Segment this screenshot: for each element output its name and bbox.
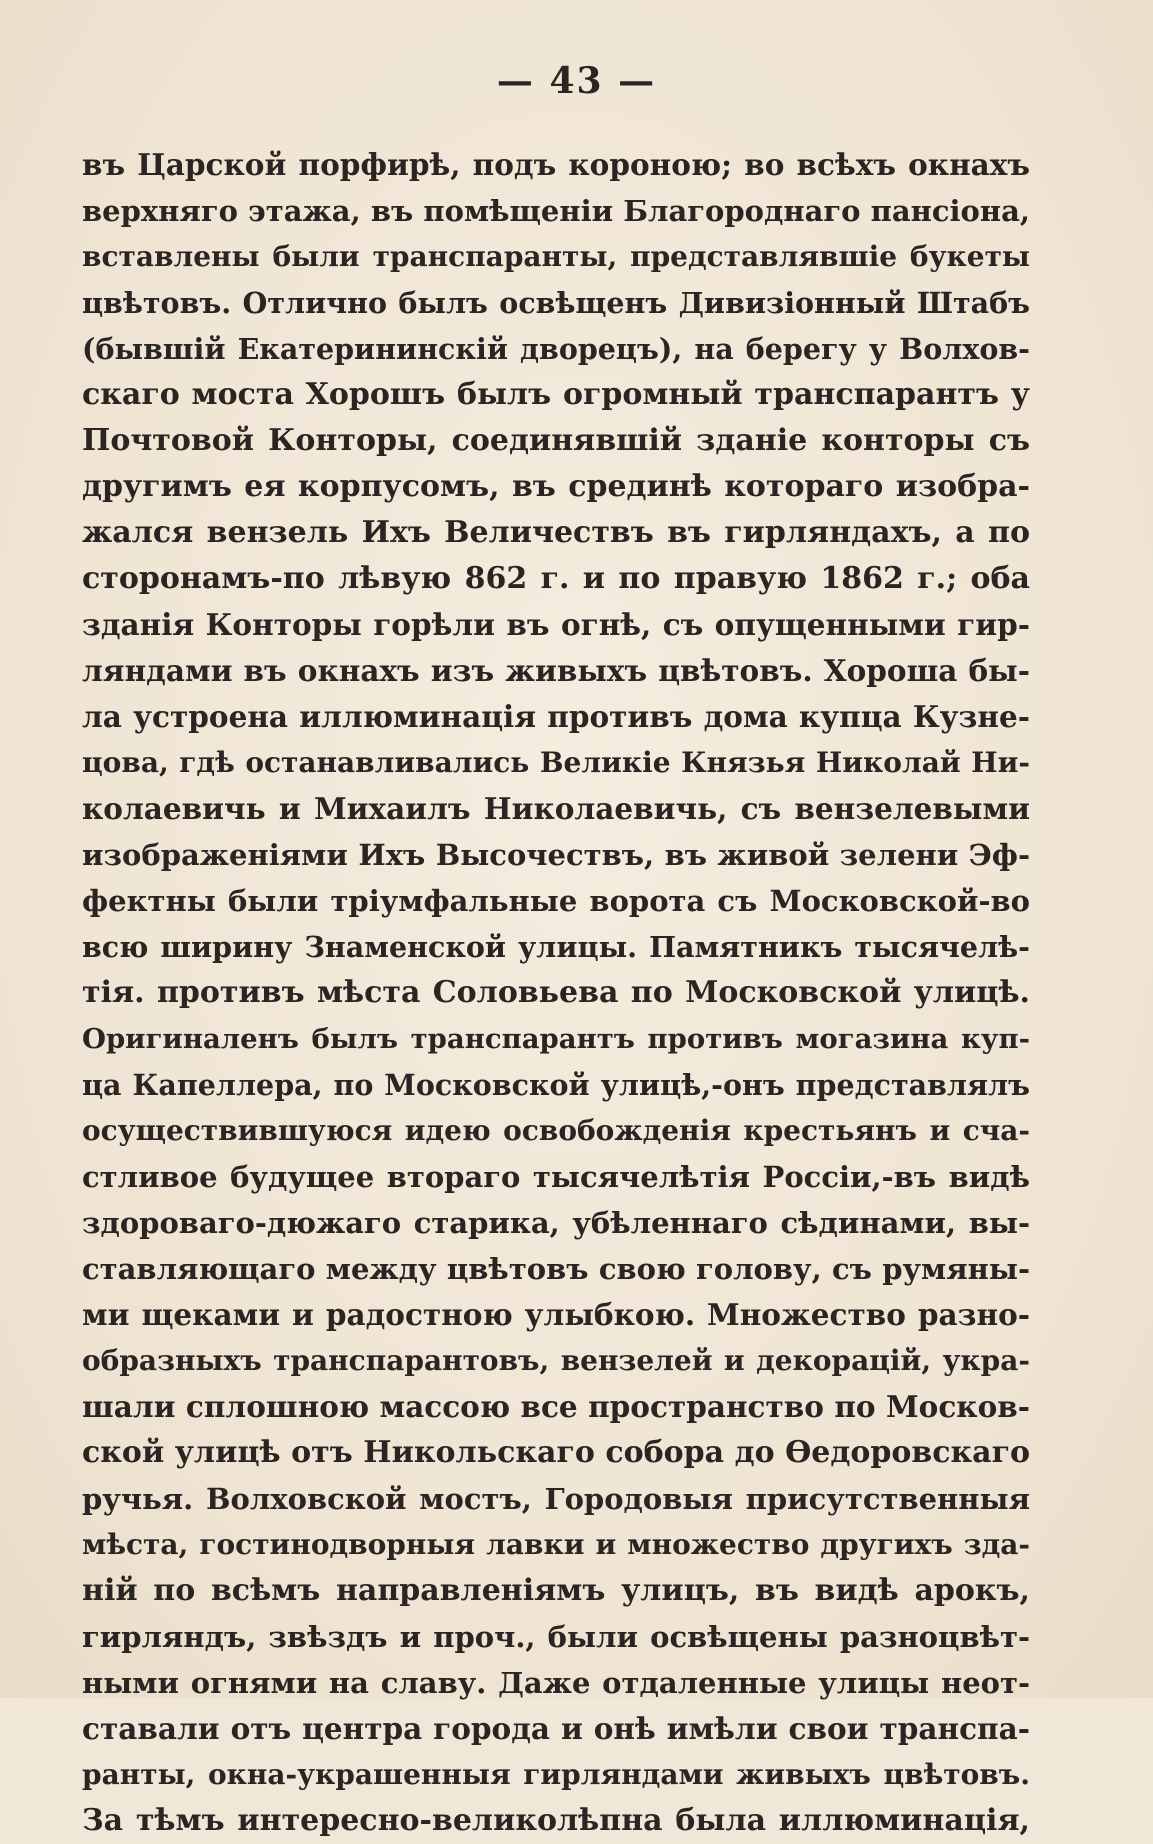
text-line: мѣста, гостинодворныя лавки и множество другихъ зда- (82, 1528, 1030, 1561)
text-line: изображеніями Ихъ Высочествъ, въ живой зелени Эф- (82, 838, 1030, 872)
text-line: ставали отъ центра города и онѣ имѣли свои транспа- (82, 1711, 1030, 1746)
text-line: цвѣтовъ. Отлично былъ освѣщенъ Дивизіонный Штабъ (82, 286, 1030, 320)
text-line: жался вензель Ихъ Величествъ въ гирляндахъ, а по (82, 515, 1030, 550)
text-line: ми щеками и радостною улыбкою. Множество разно- (82, 1297, 1030, 1332)
text-line: ла устроена иллюминація противъ дома купца Кузне- (82, 699, 1030, 734)
text-line: въ Царской порфирѣ, подъ короною; во всѣхъ окнахъ (82, 147, 1030, 182)
page-number: — 43 — (496, 60, 657, 102)
text-line: Почтовой Конторы, соединявшій зданіе конторы съ (82, 423, 1030, 458)
text-line: ными огнями на славу. Даже отдаленные улицы неот- (82, 1666, 1030, 1700)
text-line: ставляющаго между цвѣтовъ свою голову, съ румяны- (82, 1252, 1030, 1286)
text-line: верхняго этажа, въ помѣщеніи Благороднаго пансіона, (82, 194, 1030, 228)
text-line: колаевичь и Михаилъ Николаевичь, съ вензелевыми (82, 791, 1030, 826)
text-line: ній по всѣмъ направленіямъ улицъ, въ видѣ арокъ, (82, 1573, 1030, 1608)
text-line: цова, гдѣ останавливались Великіе Князья Николай Ни- (82, 746, 1030, 779)
text-line: ранты, окна-украшенныя гирляндами живыхъ цвѣтовъ. (82, 1758, 1030, 1791)
text-line: тія. противъ мѣста Соловьева по Московской улицѣ. (82, 975, 1030, 1010)
text-line: ляндами въ окнахъ изъ живыхъ цвѣтовъ. Хороша бы- (82, 653, 1030, 688)
text-line: шали сплошною массою все пространство по Москов- (82, 1389, 1030, 1424)
text-line: вставлены были транспаранты, представлявшіе букеты (82, 240, 1030, 273)
text-line: ручья. Волховской мостъ, Городовыя присутственныя (82, 1482, 1030, 1516)
text-line: скаго моста Хорошъ былъ огромный транспарантъ у (82, 377, 1030, 412)
text-line: фектны были тріумфальные ворота съ Московской-во (82, 884, 1030, 918)
text-line: гирляндъ, звѣздъ и проч., были освѣщены разноцвѣт- (82, 1620, 1030, 1654)
text-line: образныхъ транспарантовъ, вензелей и декорацій, укра- (82, 1344, 1030, 1377)
text-line: Оригиналенъ былъ транспарантъ противъ могазина куп- (82, 1023, 1030, 1055)
text-line: стливое будущее втораго тысячелѣтія Россіи,-въ видѣ (82, 1160, 1030, 1194)
text-line: осуществившуюся идею освобожденія крестьянъ и сча- (82, 1114, 1030, 1147)
text-line: ца Капеллера, по Московской улицѣ,-онъ представлялъ (82, 1068, 1030, 1102)
text-line: зданія Конторы горѣли въ огнѣ, съ опущенными гир- (82, 607, 1030, 642)
text-line: сторонамъ-по лѣвую 862 г. и по правую 1862 г.; оба (82, 561, 1030, 596)
text-line: (бывшій Екатерининскій дворецъ), на берегу у Волхов- (82, 332, 1030, 366)
text-line: другимъ ея корпусомъ, въ срединѣ котораго изобра- (82, 469, 1030, 504)
body-text (82, 142, 1030, 1844)
text-line: здороваго-дюжаго старика, убѣленнаго сѣдинами, вы- (82, 1206, 1030, 1240)
text-line: всю ширину Знаменской улицы. Памятникъ тысячелѣ- (82, 930, 1030, 964)
text-line: За тѣмъ интересно-великолѣпна была иллюминація, (82, 1803, 1030, 1838)
text-line: ской улицѣ отъ Никольскаго собора до Ѳедоровскаго (82, 1435, 1030, 1470)
